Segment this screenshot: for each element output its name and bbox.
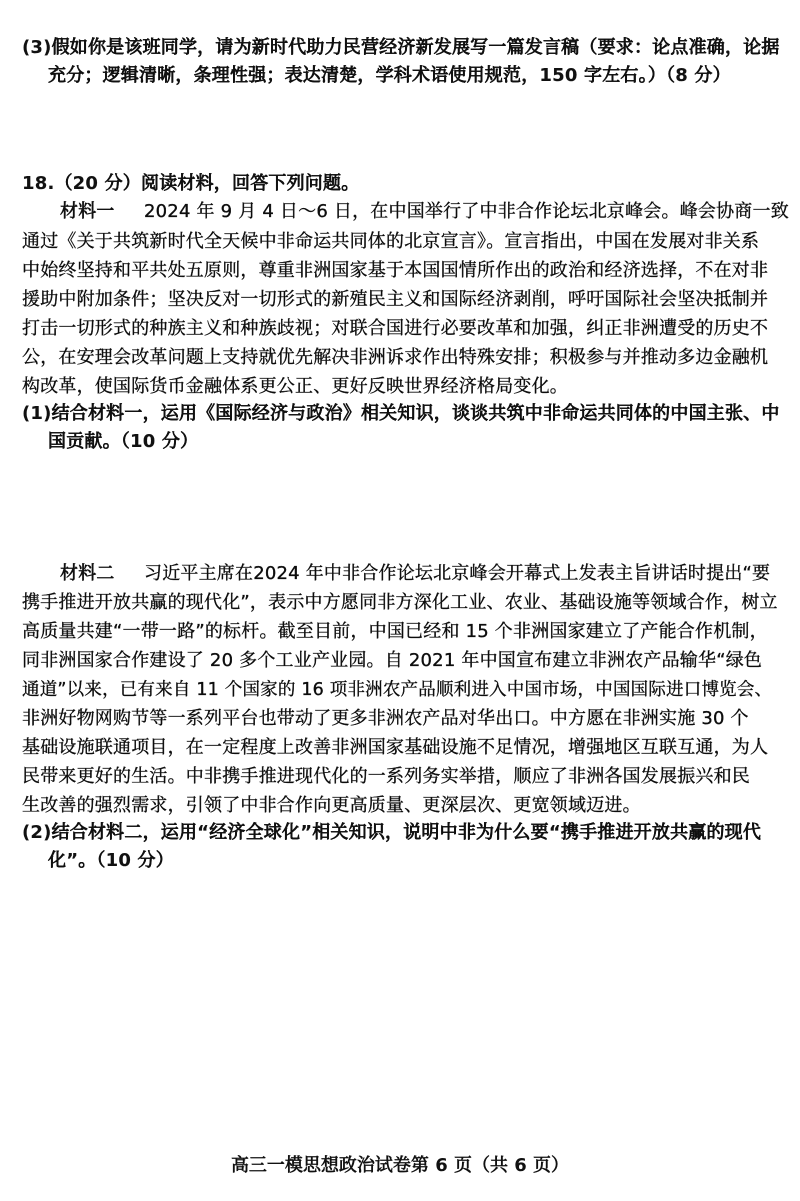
material2-line: 非洲好物网购节等一系列平台也带动了更多非洲农产品对华出口。中方愿在非洲实施 30 个	[22, 708, 749, 729]
q18-part1-line1: (1)结合材料一，运用《国际经济与政治》相关知识，谈谈共筑中非命运共同体的中国主张、中	[22, 403, 780, 424]
material1-line: 打击一切形式的种族主义和种族歧视；对联合国进行必要改革和加强，纠正非洲遭受的历史不	[22, 318, 769, 339]
material2-label: 材料二	[60, 563, 115, 584]
material1-line: 构改革，使国际货币金融体系更公正、更好反映世界经济格局变化。	[22, 376, 568, 397]
q18-part2-line1: (2)结合材料二，运用“经济全球化”相关知识，说明中非为什么要“携手推进开放共赢的现代	[22, 822, 762, 843]
material2-line: 生改善的强烈需求，引领了中非合作向更高质量、更深层次、更宽领域迈进。	[22, 795, 641, 816]
material2-line: 高质量共建“一带一路”的标杆。截至目前，中国已经和 15 个非洲国家建立了产能合作机制，	[22, 621, 768, 642]
material1-line: 中始终坚持和平共处五原则，尊重非洲国家基于本国国情所作出的政治和经济选择，不在对非	[22, 260, 769, 281]
material2-line: 同非洲国家合作建设了 20 多个工业产业园。自 2021 年中国宣布建立非洲农产品输华“绿色	[22, 650, 763, 671]
material1-line: 援助中附加条件；坚决反对一切形式的新殖民主义和国际经济剥削，呼吁国际社会坚决抵制并	[22, 289, 769, 310]
material1-line: 2024 年 9 月 4 日～6 日，在中国举行了中非合作论坛北京峰会。峰会协商一致	[144, 201, 789, 222]
material1-line: 公，在安理会改革问题上支持就优先解决非洲诉求作出特殊安排；积极参与并推动多边金融机	[22, 347, 769, 368]
q17-part3-line1: (3)假如你是该班同学，请为新时代助力民营经济新发展写一篇发言稿（要求：论点准确，论据	[22, 37, 780, 58]
page-footer: 高三一模思想政治试卷第 6 页（共 6 页）	[230, 1155, 570, 1176]
material2-line: 通道”以来，已有来自 11 个国家的 16 项非洲农产品顺利进入中国市场，中国国际进口博览会、	[22, 680, 773, 700]
material2-line: 携手推进开放共赢的现代化”，表示中方愿同非方深化工业、农业、基础设施等领域合作，树立	[22, 592, 778, 613]
material1-label: 材料一	[60, 201, 115, 222]
material2-line: 民带来更好的生活。中非携手推进现代化的一系列务实举措，顺应了非洲各国发展振兴和民	[22, 766, 750, 787]
q17-part3-line2: 充分；逻辑清晰，条理性强；表达清楚，学科术语使用规范，150 字左右。）（8 分）	[48, 65, 731, 86]
q18-part2-line2: 化”。（10 分）	[48, 850, 174, 871]
q18-part1-line2: 国贡献。（10 分）	[48, 431, 199, 452]
material1-line: 通过《关于共筑新时代全天候中非命运共同体的北京宣言》。宣言指出，中国在发展对非关系	[22, 231, 760, 252]
material2-line: 基础设施联通项目，在一定程度上改善非洲国家基础设施不足情况，增强地区互联互通，为人	[22, 737, 769, 758]
material2-line: 习近平主席在2024 年中非合作论坛北京峰会开幕式上发表主旨讲话时提出“要	[144, 563, 771, 584]
q18-header: 18.（20 分）阅读材料，回答下列问题。	[22, 173, 360, 194]
